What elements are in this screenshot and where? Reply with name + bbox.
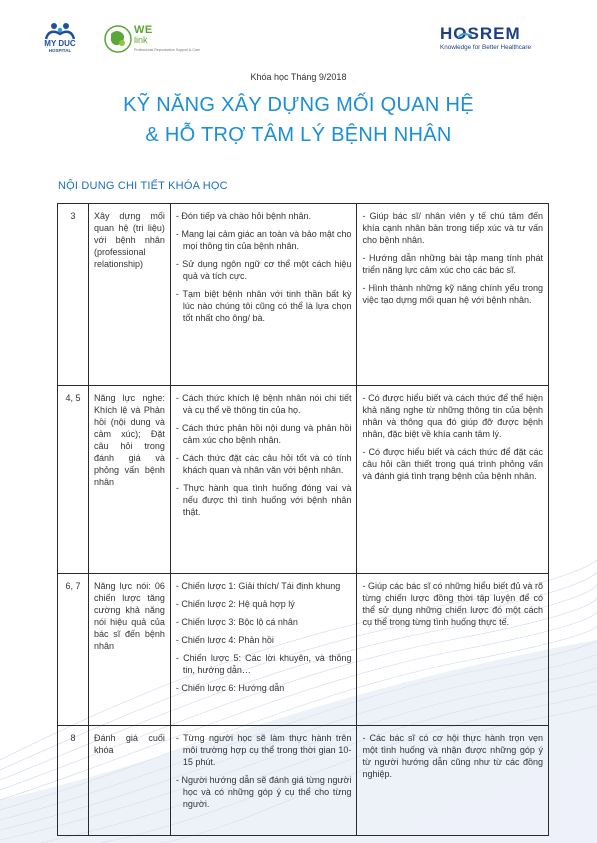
page-title-line1: KỸ NĂNG XÂY DỰNG MỐI QUAN HỆ — [123, 94, 474, 116]
session-goals — [357, 726, 549, 836]
content-item: - Chiến lược 5: Các lời khuyên, và thông tin, hướng dẫn… — [176, 652, 352, 676]
content-item: - Chiến lược 1: Giải thích/ Tái định khung — [176, 580, 352, 592]
welink-emblem-icon — [104, 24, 132, 54]
welink-logo-link: link — [134, 35, 148, 45]
content-item: - Chiến lược 2: Hệ quả hợp lý — [176, 598, 352, 610]
content-item: - Người hướng dẫn sẽ đánh giá từng người học và có những góp ý cụ thể cho từng người. — [176, 774, 352, 810]
hosrem-wave-icon — [458, 32, 472, 40]
goal-item: - Hướng dẫn những bài tập mang tính phát triển năng lực cảm xúc cho các bác sĩ. — [362, 252, 543, 276]
content-item: - Chiến lược 6: Hướng dẫn — [176, 682, 352, 694]
content-item: - Tạm biệt bệnh nhân với tinh thần bất kỳ lúc nào chúng tôi cũng có thể là lựa chọn tốt nhất cho ông/ bà. — [176, 288, 352, 324]
welink-logo-tagline: Professional Reproductive Support & Care — [134, 48, 200, 52]
content-item: - Chiến lược 3: Bộc lộ cá nhân — [176, 616, 352, 628]
content-item: - Mang lại cảm giác an toàn và bảo mật cho mọi thông tin của bệnh nhân. — [176, 228, 352, 252]
session-goals — [357, 386, 549, 574]
content-item: - Cách thức đặt các câu hỏi tốt và có tính khách quan và nhân văn với bệnh nhân. — [176, 452, 352, 476]
session-content — [170, 726, 357, 836]
session-content — [170, 574, 357, 726]
goal-item: - Giúp bác sĩ/ nhân viên y tế chú tâm đến khía cạnh nhân bản trong tiếp xúc và tư vấn cho bệnh nhân. — [362, 210, 543, 246]
table-row — [58, 574, 549, 726]
course-content-table — [57, 203, 549, 836]
content-item: - Cách thức phản hồi nội dung và phản hồi cảm xúc cho bệnh nhân. — [176, 422, 352, 446]
content-item: - Thực hành qua tình huống đóng vai và nếu được thì tình huống với bệnh nhân thật. — [176, 482, 352, 518]
session-number: 8 — [58, 726, 89, 836]
content-item: - Cách thức khích lệ bệnh nhân nói chi tiết và cụ thể về thông tin của họ. — [176, 392, 352, 416]
myduc-figures-icon — [40, 22, 80, 40]
session-content — [170, 386, 357, 574]
welink-logo — [104, 24, 200, 58]
content-item: - Từng người học sẽ làm thực hành trên môi trường hợp cụ thể trong thời gian 10-15 phút. — [176, 732, 352, 768]
myduc-hospital-logo — [40, 22, 80, 56]
session-goals — [357, 204, 549, 386]
session-number: 6, 7 — [58, 574, 89, 726]
table-row — [58, 204, 549, 386]
content-item: - Sử dụng ngôn ngữ cơ thể một cách hiệu quả và tích cực. — [176, 258, 352, 282]
welink-logo-we: WE — [134, 24, 153, 36]
page-header — [0, 0, 597, 60]
course-date: Khóa học Tháng 9/2018 — [250, 72, 347, 82]
goal-item: - Có được hiểu biết và cách thức để đặt các câu hỏi cần thiết trong quá trình phỏng vấn và đánh giá tình trạng bệnh của bệnh nhân. — [362, 446, 543, 482]
session-topic: Năng lực nói: 06 chiến lược tăng cường khả năng nói hiệu quả của bác sĩ đến bệnh nhân — [88, 574, 170, 726]
session-number: 3 — [58, 204, 89, 386]
hosrem-logo — [440, 24, 565, 54]
session-topic: Năng lực nghe: Khích lệ và Phản hồi (nội dung và cảm xúc); Đặt câu hỏi trong đánh giá và phỏng vấn bệnh nhân — [88, 386, 170, 574]
goal-item: - Có được hiểu biết và cách thức để thể hiện khả năng nghe từ những thông tin của bệnh nhân và thông qua đó giúp đỡ được bệnh nhân, đặc biệt về khía cạnh tâm lý. — [362, 392, 543, 440]
table-row — [58, 386, 549, 574]
session-topic: Đánh giá cuối khóa — [88, 726, 170, 836]
goal-item: - Hình thành những kỹ năng chính yếu trong việc tạo dựng mối quan hệ với bệnh nhân. — [362, 282, 543, 306]
section-heading: NỘI DUNG CHI TIẾT KHÓA HỌC — [58, 180, 228, 192]
session-goals — [357, 574, 549, 726]
content-item: - Đón tiếp và chào hỏi bệnh nhân. — [176, 210, 352, 222]
session-topic: Xây dựng mối quan hệ (tri liệu) với bệnh nhân (professional relationship) — [88, 204, 170, 386]
goal-item: - Giúp các bác sĩ có những hiểu biết đủ và rõ từng chiến lược đồng thời tập luyện để có thể sử dụng những chiến lược đó một cách cụ thể trong từng tình huống thực tế. — [362, 580, 543, 628]
goal-item: - Các bác sĩ có cơ hội thực hành trọn vẹn một tình huống và nhận được những góp ý từ người hướng dẫn cũng như từ các đồng nghiệp. — [362, 732, 543, 780]
hosrem-logo-name: HOSREM — [440, 24, 521, 43]
session-content — [170, 204, 357, 386]
content-item: - Chiến lược 4: Phản hồi — [176, 634, 352, 646]
myduc-logo-subtext: HOSPITAL — [48, 48, 72, 53]
hosrem-logo-tagline: Knowledge for Better Healthcare — [440, 44, 532, 51]
myduc-logo-text: MY DUC — [44, 39, 76, 48]
table-row — [58, 726, 549, 836]
page-title-line2: & HỖ TRỢ TÂM LÝ BỆNH NHÂN — [145, 124, 452, 146]
session-number: 4, 5 — [58, 386, 89, 574]
